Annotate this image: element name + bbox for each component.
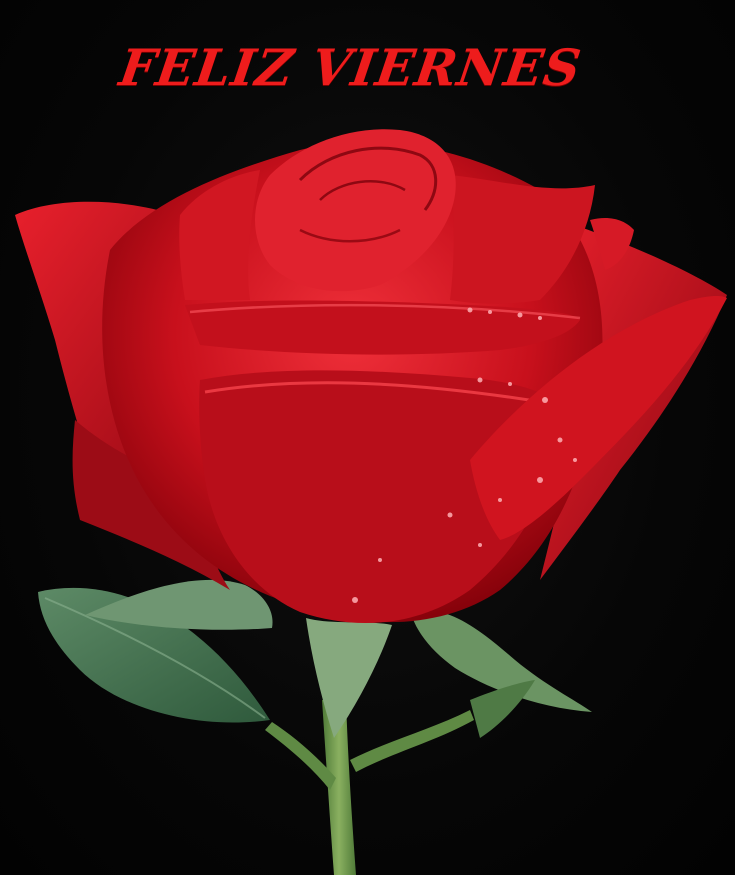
petal-inner-left <box>179 170 260 300</box>
sepal-center <box>306 618 392 738</box>
leaf-right-small <box>470 680 535 738</box>
greeting-title <box>0 38 722 97</box>
greeting-text: FELIZ VIERNES <box>115 38 586 97</box>
branch-stem-right <box>350 710 474 772</box>
